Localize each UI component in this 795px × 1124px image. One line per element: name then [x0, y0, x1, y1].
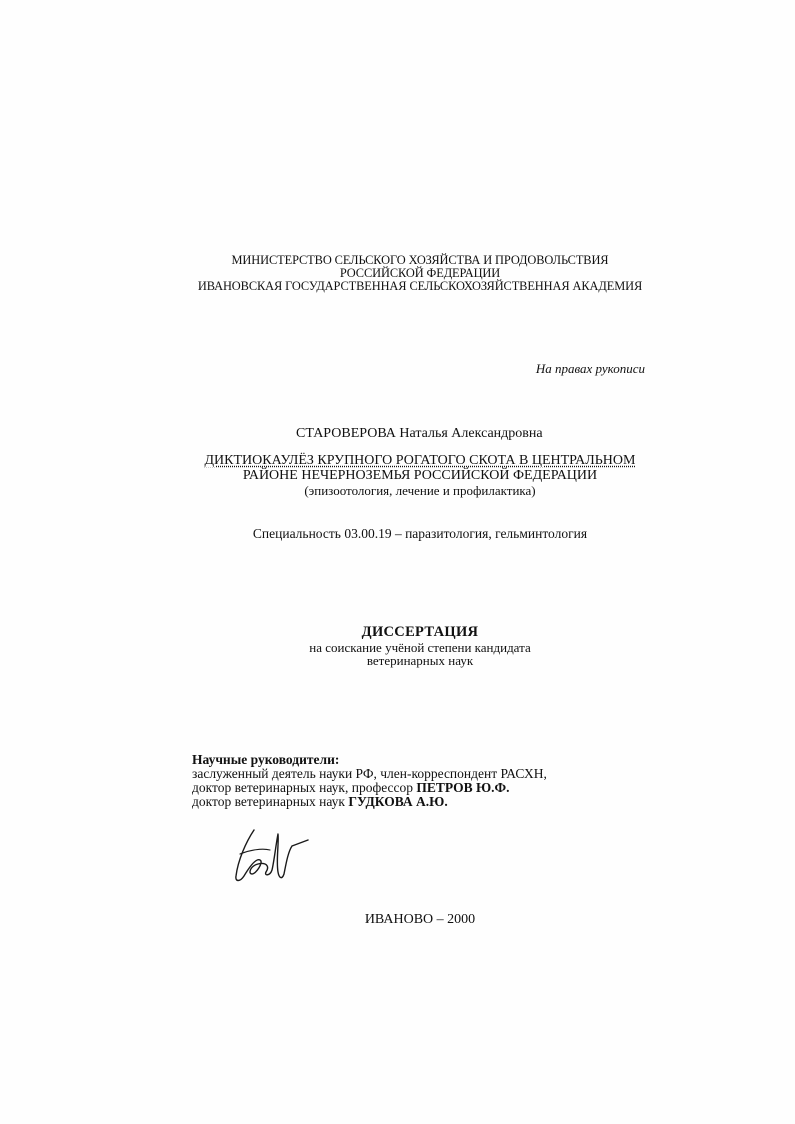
ministry-line-2: РОССИЙСКОЙ ФЕДЕРАЦИИ	[339, 266, 501, 280]
supervisor-3-title: доктор ветеринарных наук	[192, 794, 345, 809]
supervisors-label: Научные руководители:	[192, 752, 340, 767]
dissertation-degree-line-2: ветеринарных наук	[366, 653, 474, 668]
dissertation-block	[0, 626, 795, 667]
author-surname: СТАРОВЕРОВА	[296, 426, 396, 441]
city-year: ИВАНОВО – 2000	[364, 912, 476, 927]
specialty-line: Специальность 03.00.19 – паразитология, гельминтология	[252, 526, 588, 541]
supervisor-line-3	[192, 795, 547, 809]
dissertation-heading: ДИССЕРТАЦИЯ	[361, 624, 479, 640]
title-line-2: РАЙОНЕ НЕЧЕРНОЗЕМЬЯ РОССИЙСКОЙ ФЕДЕРАЦИИ	[242, 468, 598, 483]
supervisor-line-2	[192, 781, 547, 795]
academy-name: ИВАНОВСКАЯ ГОСУДАРСТВЕННАЯ СЕЛЬСКОХОЗЯЙСТВЕННАЯ АКАДЕМИЯ	[197, 279, 643, 293]
institution-header	[0, 254, 795, 293]
rights-note: На правах рукописи	[535, 361, 645, 376]
supervisor-2-title: доктор ветеринарных наук, профессор	[192, 780, 414, 795]
dissertation-title	[0, 453, 795, 499]
ministry-line-1: МИНИСТЕРСТВО СЕЛЬСКОГО ХОЗЯЙСТВА И ПРОДОВОЛЬСТВИЯ	[231, 253, 609, 267]
supervisors-block	[192, 753, 547, 809]
dissertation-degree-line-1: на соискание учёной степени кандидата	[309, 640, 531, 655]
title-subtitle: (эпизоотология, лечение и профилактика)	[304, 483, 536, 498]
author-given-names: Наталья Александровна	[399, 426, 543, 441]
author-name	[296, 426, 543, 442]
supervisor-line-1: заслуженный деятель науки РФ, член-корреспондент РАСХН,	[192, 766, 547, 781]
supervisor-2-name: ПЕТРОВ Ю.Ф.	[416, 780, 510, 795]
title-line-1: ДИКТИОКАУЛЁЗ КРУПНОГО РОГАТОГО СКОТА В ЦЕНТРАЛЬНОМ	[204, 453, 636, 468]
supervisor-3-name: ГУДКОВА А.Ю.	[348, 794, 448, 809]
handwritten-signature	[226, 820, 316, 888]
